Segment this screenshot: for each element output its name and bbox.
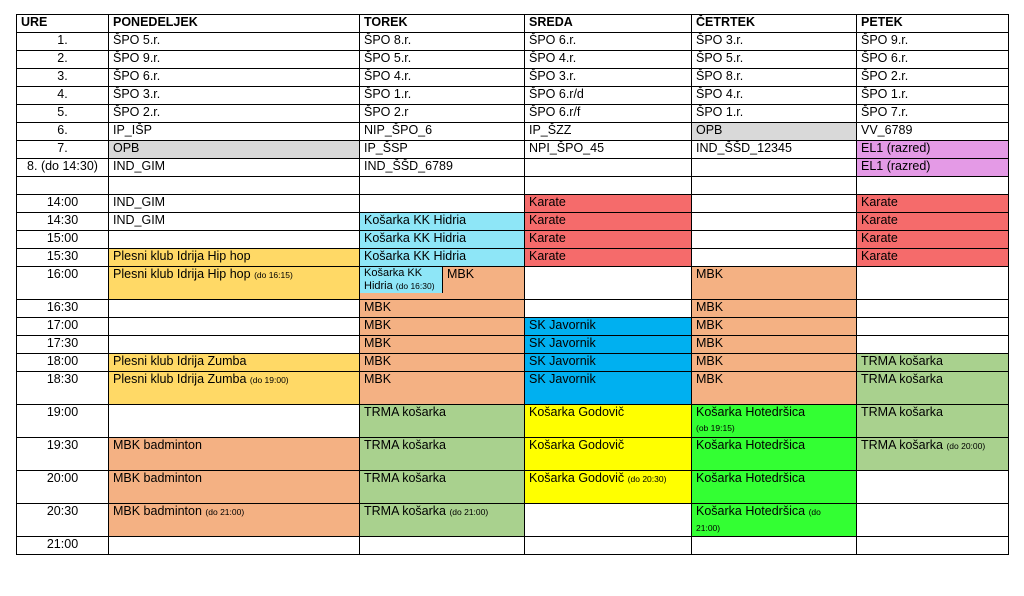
activity-cell: TRMA košarka bbox=[857, 372, 1009, 405]
activity-cell: Karate bbox=[857, 195, 1009, 213]
table-row bbox=[17, 231, 1009, 249]
activity-cell: MBK bbox=[360, 300, 525, 318]
table-row bbox=[17, 123, 1009, 141]
lesson-cell: ŠPO 5.r. bbox=[360, 51, 525, 69]
empty-cell bbox=[525, 300, 692, 318]
time-cell: 14:30 bbox=[17, 213, 109, 231]
table-row bbox=[17, 504, 1009, 537]
activity-cell: MBK bbox=[360, 318, 525, 336]
activity-cell: MBK badminton bbox=[109, 471, 360, 504]
empty-cell bbox=[360, 537, 525, 555]
lesson-cell: IND_ŠŠD_6789 bbox=[360, 159, 525, 177]
table-row bbox=[17, 438, 1009, 471]
lesson-cell: ŠPO 5.r. bbox=[692, 51, 857, 69]
empty-cell bbox=[857, 336, 1009, 354]
time-cell: 17:30 bbox=[17, 336, 109, 354]
cell-text: (do 16:30) bbox=[395, 281, 435, 291]
activity-cell: IND_GIM bbox=[109, 213, 360, 231]
activity-cell: MBK bbox=[692, 318, 857, 336]
activity-cell: Košarka Godovič bbox=[525, 405, 692, 438]
empty-cell bbox=[692, 213, 857, 231]
time-cell: 14:00 bbox=[17, 195, 109, 213]
activity-cell bbox=[109, 372, 360, 405]
activity-cell: MBK bbox=[692, 300, 857, 318]
activity-cell bbox=[692, 504, 857, 537]
cell-text: (do 20:00) bbox=[946, 441, 986, 451]
activity-cell bbox=[692, 405, 857, 438]
activity-cell bbox=[360, 267, 525, 300]
activity-cell: MBK bbox=[360, 336, 525, 354]
lesson-cell: ŠPO 8.r. bbox=[692, 69, 857, 87]
activity-cell: TRMA košarka bbox=[360, 405, 525, 438]
lesson-cell: NPI_ŠPO_45 bbox=[525, 141, 692, 159]
activity-cell bbox=[525, 471, 692, 504]
empty-cell bbox=[525, 177, 692, 195]
separator-row bbox=[17, 177, 1009, 195]
column-header: PETEK bbox=[857, 15, 1009, 33]
lesson-cell: ŠPO 4.r. bbox=[692, 87, 857, 105]
period-cell: 6. bbox=[17, 123, 109, 141]
activity-cell: Karate bbox=[525, 195, 692, 213]
activity-cell: SK Javornik bbox=[525, 336, 692, 354]
activity-cell bbox=[109, 504, 360, 537]
activity-cell: Plesni klub Idrija Hip hop bbox=[109, 249, 360, 267]
empty-cell bbox=[857, 537, 1009, 555]
period-cell: 4. bbox=[17, 87, 109, 105]
split-cell bbox=[360, 267, 524, 293]
empty-cell bbox=[109, 318, 360, 336]
table-row bbox=[17, 33, 1009, 51]
cell-text: (do 20:30) bbox=[627, 474, 667, 484]
lesson-cell: IND_ŠŠD_12345 bbox=[692, 141, 857, 159]
lesson-cell: ŠPO 1.r. bbox=[692, 105, 857, 123]
period-cell: 8. (do 14:30) bbox=[17, 159, 109, 177]
activity-cell: Karate bbox=[525, 213, 692, 231]
activity-cell: Karate bbox=[857, 213, 1009, 231]
activity-cell: Karate bbox=[857, 231, 1009, 249]
lesson-cell: ŠPO 6.r/f bbox=[525, 105, 692, 123]
lesson-cell: ŠPO 4.r. bbox=[360, 69, 525, 87]
table-row bbox=[17, 336, 1009, 354]
table-row bbox=[17, 213, 1009, 231]
kosarka-hidria-block bbox=[360, 267, 443, 293]
activity-cell: TRMA košarka bbox=[360, 471, 525, 504]
activity-cell: IND_GIM bbox=[109, 195, 360, 213]
activity-cell: MBK bbox=[360, 372, 525, 405]
time-cell: 16:30 bbox=[17, 300, 109, 318]
activity-cell: TRMA košarka bbox=[360, 438, 525, 471]
empty-cell bbox=[109, 537, 360, 555]
empty-cell bbox=[525, 504, 692, 537]
lesson-cell bbox=[692, 159, 857, 177]
activity-cell: Košarka KK Hidria bbox=[360, 249, 525, 267]
period-cell: 2. bbox=[17, 51, 109, 69]
lesson-cell bbox=[525, 159, 692, 177]
lesson-cell: ŠPO 5.r. bbox=[109, 33, 360, 51]
time-cell: 15:30 bbox=[17, 249, 109, 267]
empty-cell bbox=[857, 318, 1009, 336]
lesson-cell: IP_ŠZZ bbox=[525, 123, 692, 141]
empty-cell bbox=[525, 267, 692, 300]
cell-text: 21:00) bbox=[696, 523, 721, 533]
cell-text: Plesni klub Idrija Hip hop bbox=[113, 267, 251, 281]
lesson-cell: IP_IŠP bbox=[109, 123, 360, 141]
empty-cell bbox=[109, 405, 360, 438]
cell-text: Košarka KK bbox=[364, 267, 423, 279]
empty-cell bbox=[360, 195, 525, 213]
column-header: PONEDELJEK bbox=[109, 15, 360, 33]
column-header: SREDA bbox=[525, 15, 692, 33]
cell-text: Košarka Hotedršica bbox=[696, 504, 806, 518]
table-row bbox=[17, 87, 1009, 105]
column-header: ČETRTEK bbox=[692, 15, 857, 33]
time-cell: 19:00 bbox=[17, 405, 109, 438]
time-cell: 18:30 bbox=[17, 372, 109, 405]
timetable-wrapper bbox=[16, 14, 1009, 555]
lesson-cell: IND_GIM bbox=[109, 159, 360, 177]
time-cell: 16:00 bbox=[17, 267, 109, 300]
activity-cell: Karate bbox=[857, 249, 1009, 267]
lesson-cell: IP_ŠSP bbox=[360, 141, 525, 159]
lesson-cell: ŠPO 3.r. bbox=[692, 33, 857, 51]
empty-cell bbox=[692, 177, 857, 195]
period-cell: 1. bbox=[17, 33, 109, 51]
lesson-cell: ŠPO 2.r bbox=[360, 105, 525, 123]
activity-cell: SK Javornik bbox=[525, 354, 692, 372]
cell-text: (do 19:00) bbox=[249, 375, 289, 385]
activity-cell: SK Javornik bbox=[525, 372, 692, 405]
cell-text: (ob 19:15) bbox=[696, 423, 735, 433]
lesson-cell: ŠPO 9.r. bbox=[109, 51, 360, 69]
cell-text: (do 16:15) bbox=[254, 270, 293, 280]
empty-cell bbox=[692, 249, 857, 267]
empty-cell bbox=[692, 537, 857, 555]
cell-text: (do 21:00) bbox=[205, 507, 245, 517]
cell-text: TRMA košarka bbox=[861, 438, 943, 452]
lesson-cell: NIP_ŠPO_6 bbox=[360, 123, 525, 141]
activity-cell: MBK bbox=[360, 354, 525, 372]
cell-text: Košarka Godovič bbox=[529, 471, 625, 485]
activity-cell: SK Javornik bbox=[525, 318, 692, 336]
time-cell: 15:00 bbox=[17, 231, 109, 249]
lesson-cell: ŠPO 6.r. bbox=[857, 51, 1009, 69]
cell-text: (do 21:00) bbox=[449, 507, 489, 517]
activity-cell: Košarka Godovič bbox=[525, 438, 692, 471]
activity-cell bbox=[109, 267, 360, 300]
empty-cell bbox=[857, 177, 1009, 195]
lesson-cell: ŠPO 3.r. bbox=[109, 87, 360, 105]
time-cell: 17:00 bbox=[17, 318, 109, 336]
column-header: URE bbox=[17, 15, 109, 33]
lesson-cell: ŠPO 1.r. bbox=[857, 87, 1009, 105]
empty-cell bbox=[692, 195, 857, 213]
table-row bbox=[17, 105, 1009, 123]
cell-text: TRMA košarka bbox=[364, 504, 446, 518]
table-row bbox=[17, 471, 1009, 504]
time-cell: 18:00 bbox=[17, 354, 109, 372]
activity-cell: Košarka KK Hidria bbox=[360, 213, 525, 231]
empty-cell bbox=[857, 504, 1009, 537]
activity-cell: Košarka Hotedršica bbox=[692, 471, 857, 504]
empty-cell bbox=[109, 336, 360, 354]
lesson-cell: EL1 (razred) bbox=[857, 141, 1009, 159]
table-row bbox=[17, 300, 1009, 318]
activity-cell: MBK bbox=[692, 336, 857, 354]
empty-cell bbox=[17, 177, 109, 195]
lesson-cell: EL1 (razred) bbox=[857, 159, 1009, 177]
empty-cell bbox=[692, 231, 857, 249]
mbk-block bbox=[443, 267, 524, 293]
cell-text: (do bbox=[808, 507, 821, 517]
lesson-cell: ŠPO 6.r. bbox=[109, 69, 360, 87]
cell-text: MBK badminton bbox=[113, 504, 202, 518]
lesson-cell: ŠPO 9.r. bbox=[857, 33, 1009, 51]
column-header: TOREK bbox=[360, 15, 525, 33]
empty-cell bbox=[857, 300, 1009, 318]
table-row bbox=[17, 537, 1009, 555]
timetable bbox=[16, 14, 1009, 555]
table-row bbox=[17, 195, 1009, 213]
lesson-cell: ŠPO 2.r. bbox=[857, 69, 1009, 87]
table-row bbox=[17, 141, 1009, 159]
table-row bbox=[17, 372, 1009, 405]
lesson-cell: VV_6789 bbox=[857, 123, 1009, 141]
time-cell: 19:30 bbox=[17, 438, 109, 471]
lesson-cell: ŠPO 3.r. bbox=[525, 69, 692, 87]
activity-cell: MBK bbox=[692, 372, 857, 405]
empty-cell bbox=[360, 177, 525, 195]
activity-cell bbox=[360, 504, 525, 537]
activity-cell: MBK bbox=[692, 354, 857, 372]
empty-cell bbox=[525, 537, 692, 555]
activity-cell: MBK badminton bbox=[109, 438, 360, 471]
time-cell: 20:00 bbox=[17, 471, 109, 504]
table-row bbox=[17, 249, 1009, 267]
activity-cell bbox=[857, 438, 1009, 471]
activity-cell: Plesni klub Idrija Zumba bbox=[109, 354, 360, 372]
table-row bbox=[17, 159, 1009, 177]
header-row bbox=[17, 15, 1009, 33]
table-row bbox=[17, 318, 1009, 336]
empty-cell bbox=[857, 267, 1009, 300]
lesson-cell: ŠPO 2.r. bbox=[109, 105, 360, 123]
activity-cell: Košarka Hotedršica bbox=[692, 438, 857, 471]
activity-cell: Karate bbox=[525, 231, 692, 249]
cell-text: Košarka Hotedršica bbox=[696, 405, 806, 419]
lesson-cell: ŠPO 6.r/d bbox=[525, 87, 692, 105]
table-row bbox=[17, 405, 1009, 438]
period-cell: 3. bbox=[17, 69, 109, 87]
activity-cell: TRMA košarka bbox=[857, 405, 1009, 438]
lesson-cell: ŠPO 7.r. bbox=[857, 105, 1009, 123]
empty-cell bbox=[109, 300, 360, 318]
empty-cell bbox=[109, 177, 360, 195]
activity-cell: Košarka KK Hidria bbox=[360, 231, 525, 249]
activity-cell: MBK bbox=[692, 267, 857, 300]
empty-cell bbox=[857, 471, 1009, 504]
lesson-cell: ŠPO 4.r. bbox=[525, 51, 692, 69]
cell-text: Hidria bbox=[364, 280, 393, 292]
time-cell: 21:00 bbox=[17, 537, 109, 555]
lesson-cell: ŠPO 8.r. bbox=[360, 33, 525, 51]
table-row bbox=[17, 267, 1009, 300]
table-row bbox=[17, 69, 1009, 87]
cell-text: MBK bbox=[447, 267, 475, 281]
cell-text: Plesni klub Idrija Zumba bbox=[113, 372, 247, 386]
lesson-cell: OPB bbox=[109, 141, 360, 159]
period-cell: 5. bbox=[17, 105, 109, 123]
empty-cell bbox=[109, 231, 360, 249]
lesson-cell: ŠPO 6.r. bbox=[525, 33, 692, 51]
period-cell: 7. bbox=[17, 141, 109, 159]
activity-cell: TRMA košarka bbox=[857, 354, 1009, 372]
lesson-cell: OPB bbox=[692, 123, 857, 141]
table-row bbox=[17, 354, 1009, 372]
time-cell: 20:30 bbox=[17, 504, 109, 537]
lesson-cell: ŠPO 1.r. bbox=[360, 87, 525, 105]
table-row bbox=[17, 51, 1009, 69]
activity-cell: Karate bbox=[525, 249, 692, 267]
